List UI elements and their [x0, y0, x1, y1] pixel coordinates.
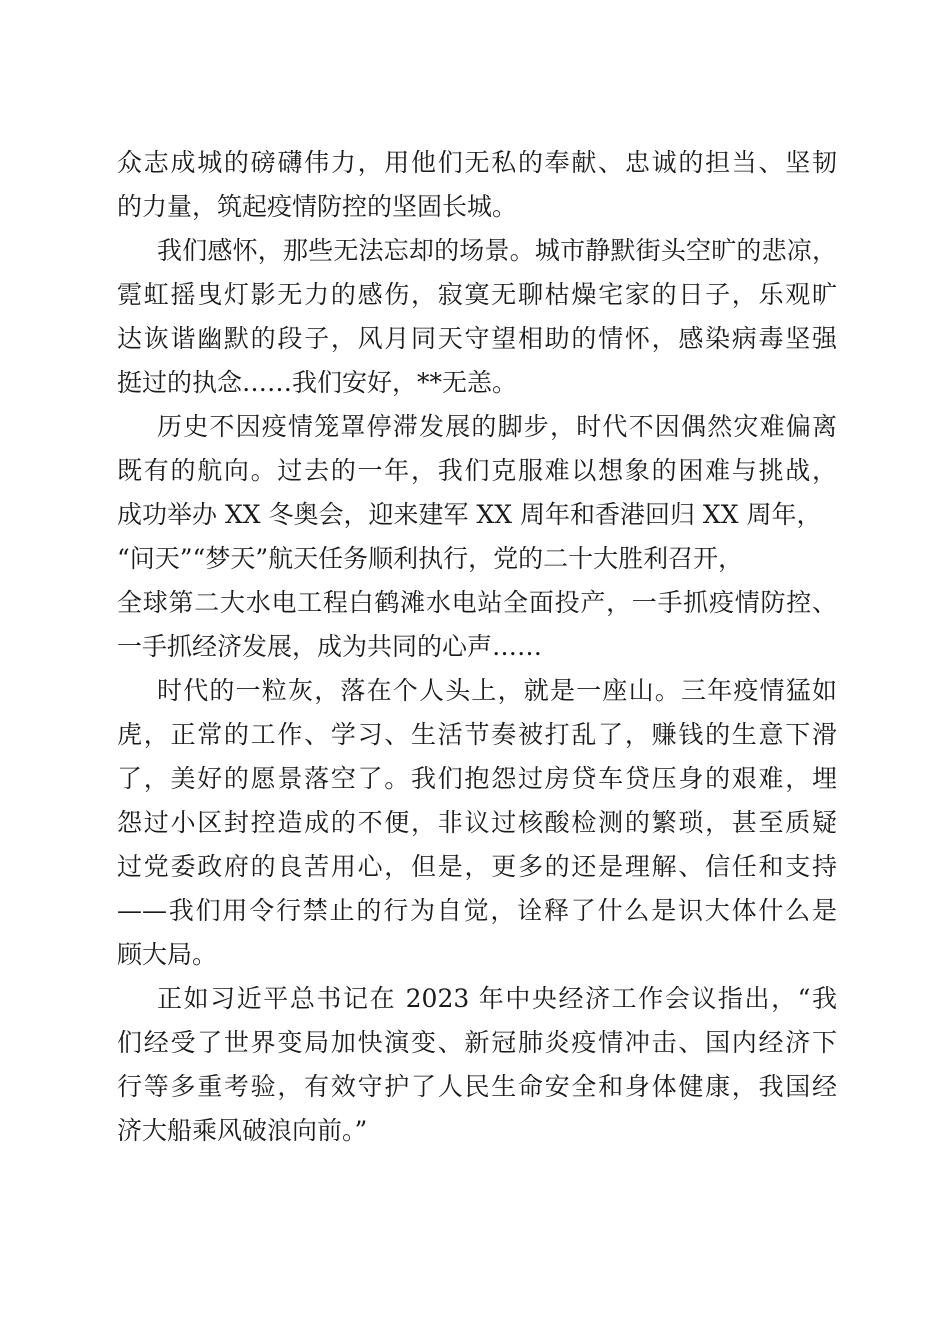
text-line: 挺过的执念……我们安好，**无恙。 [117, 368, 518, 397]
text-line: 虎，正常的工作、学习、生活节奏被打乱了，赚钱的生意下滑 [117, 720, 837, 749]
text-line: 我们感怀，那些无法忘却的场景。城市静默街头空旷的悲凉， [157, 236, 837, 265]
text-line: 行等多重考验，有效守护了人民生命安全和身体健康，我国经 [117, 1072, 837, 1101]
text-line: 的力量，筑起疫情防控的坚固长城。 [117, 192, 518, 221]
text-line: “问天”“梦天”航天任务顺利执行，党的二十大胜利召开， [117, 544, 744, 573]
paragraph-4 [117, 669, 837, 977]
paragraph-2 [117, 229, 837, 405]
text-line: 了，美好的愿景落空了。我们抱怨过房贷车贷压身的艰难，埋 [117, 764, 837, 793]
text-line: 怨过小区封控造成的不便，非议过核酸检测的繁琐，甚至质疑 [117, 808, 837, 837]
paragraph-1 [117, 141, 837, 229]
text-line: 霓虹摇曳灯影无力的感伤，寂寞无聊枯燥宅家的日子，乐观旷 [117, 280, 837, 309]
document-body [117, 141, 837, 1153]
text-line: 过党委政府的良苦用心，但是，更多的还是理解、信任和支持 [117, 852, 837, 881]
text-line: 时代的一粒灰，落在个人头上，就是一座山。三年疫情猛如 [157, 676, 837, 705]
text-line: 达诙谐幽默的段子，风月同天守望相助的情怀，感染病毒坚强 [117, 324, 837, 353]
text-line: 成功举办 XX 冬奥会，迎来建军 XX 周年和香港回归 XX 周年， [117, 500, 822, 529]
text-line: 历史不因疫情笼罩停滞发展的脚步，时代不因偶然灾难偏离 [157, 412, 837, 441]
text-line: ——我们用令行禁止的行为自觉，诠释了什么是识大体什么是 [117, 896, 837, 925]
text-line: 全球第二大水电工程白鹤滩水电站全面投产，一手抓疫情防控、 [117, 588, 837, 617]
text-line: 们经受了世界变局加快演变、新冠肺炎疫情冲击、国内经济下 [117, 1028, 837, 1057]
text-line: 既有的航向。过去的一年，我们克服难以想象的困难与挑战， [117, 456, 837, 485]
text-line: 顾大局。 [117, 940, 218, 969]
text-line: 众志成城的磅礴伟力，用他们无私的奉献、忠诚的担当、坚韧 [117, 148, 837, 177]
text-line: 正如习近平总书记在 2023 年中央经济工作会议指出，“我 [157, 984, 837, 1013]
paragraph-5 [117, 977, 837, 1153]
text-line: 一手抓经济发展，成为共同的心声…… [117, 632, 543, 661]
paragraph-3 [117, 405, 837, 669]
text-line: 济大船乘风破浪向前。” [117, 1116, 368, 1145]
